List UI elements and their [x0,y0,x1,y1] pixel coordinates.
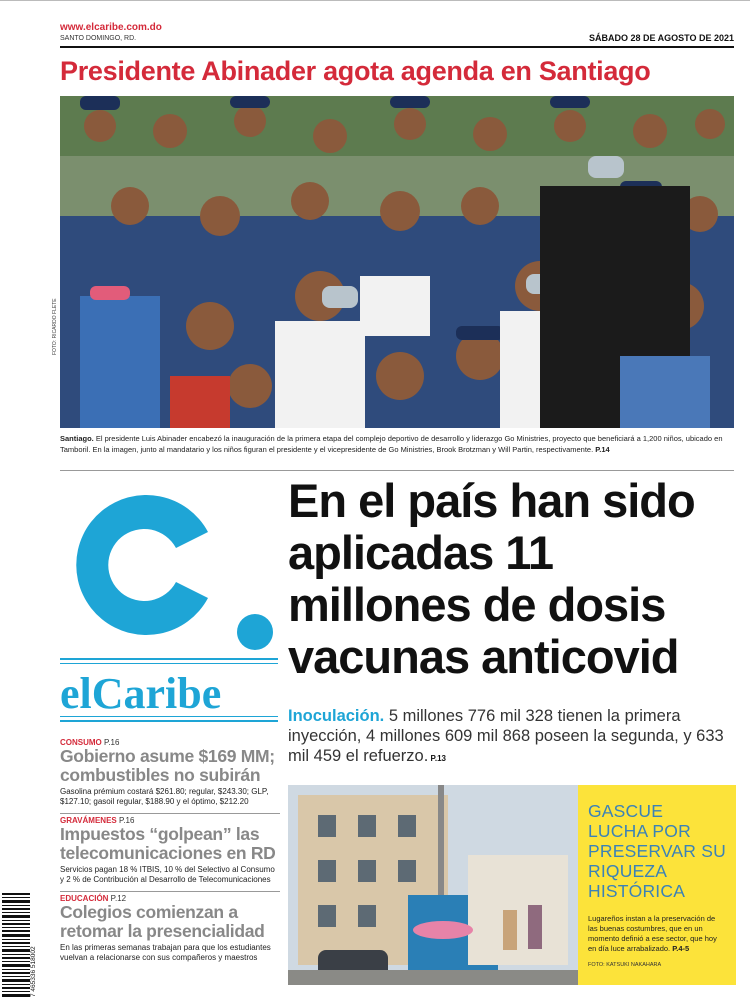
lead-page: P.13 [428,754,446,763]
caption-text: El presidente Luis Abinader encabezó la inauguración de la primera etapa del complejo deportivo de desarrollo y liderazgo Go Ministries, proyecto que beneficiará a 1,200 niños, ubicado en Tamboril. En la imagen, junto al mandatario y los niños figuran el presidente y el vicepresidente de Go Ministries, Brook Brotzman y Will Partin, respectivamente. [60,434,723,454]
logo-rule-top [60,658,278,664]
crowd-photo-illustration [60,96,734,428]
side-kicker-label: EDUCACIÓN [60,894,109,903]
top-border [0,0,750,8]
logo-word-text: elCaribe [60,670,222,718]
side-page: P.16 [116,816,135,825]
photo-credit: FOTO: RICARDO FLETE [52,298,58,355]
feature-headline: GASCUE LUCHA POR PRESERVAR SU RIQUEZA HISTÓRICA [588,801,726,901]
logo-rule-bottom [60,716,278,722]
side-item[interactable] [60,891,280,963]
city-line: SANTO DOMINGO, RD. [60,35,137,42]
masthead-rule [60,46,734,48]
caption-page: P.14 [593,445,610,454]
side-item[interactable] [60,736,280,807]
feature-page: P.4-5 [670,944,690,953]
side-item[interactable] [60,813,280,885]
issue-date: SÁBADO 28 DE AGOSTO DE 2021 [588,33,734,43]
side-kicker-label: GRAVÁMENES [60,816,117,825]
feature-box[interactable] [578,785,736,985]
feature-body [588,914,726,954]
street-photo-illustration [288,785,578,985]
side-headline: Gobierno asume $169 MM; combustibles no subirán [60,746,275,785]
barcode-number: 7 465336 518002 [30,946,37,997]
crowd-photo [60,96,734,428]
barcode-graphic [2,893,30,997]
side-headline: Impuestos “golpean” las telecomunicaciones en RD [60,824,276,863]
side-body: Servicios pagan 18 % ITBIS, 10 % del Selectivo al Consumo y 2 % de Contribución al Desarrollo de Telecomunicaciones [60,865,275,884]
lead-kicker: Inoculación. [288,707,385,725]
section-rule [60,470,734,471]
lead-deck [288,706,728,769]
side-kicker-label: CONSUMO [60,738,102,747]
top-headline: Presidente Abinader agota agenda en Santiago [60,56,651,86]
side-body: Gasolina prémium costará $261.80; regular, $243.30; GLP, $127.10; gasoil regular, $188.90 y el óptimo, $212.20 [60,787,269,806]
logo-wordmark [60,670,278,718]
logo-c-icon [58,480,280,650]
side-body: En las primeras semanas trabajan para que los estudiantes vuelvan a relacionarse con sus compañeros y maestros [60,943,271,962]
lead-deck-text: 5 millones 776 mil 328 tienen la primera inyección, 4 millones 609 mil 868 poseen la segunda, y 633 mil 459 el refuerzo. [288,707,724,765]
lead-headline: En el país han sido aplicadas 11 millones de dosis vacunas anticovid [288,474,695,683]
photo-caption [60,433,734,455]
side-page: P.12 [108,894,127,903]
street-photo [288,785,578,985]
side-column [60,736,280,969]
feature-photo-credit: FOTO: KATSUKI NAKAHARA [588,962,662,968]
side-headline: Colegios comienzan a retomar la presencialidad [60,902,265,941]
feature-body-text: Lugareños instan a la preservación de las buenas costumbres, que en un momento definió a ese sector, que hoy en día luce arrabalizado. [588,914,717,953]
site-url[interactable]: www.elcaribe.com.do [60,22,162,33]
caption-lead: Santiago. [60,434,94,443]
side-page: P.16 [101,738,120,747]
